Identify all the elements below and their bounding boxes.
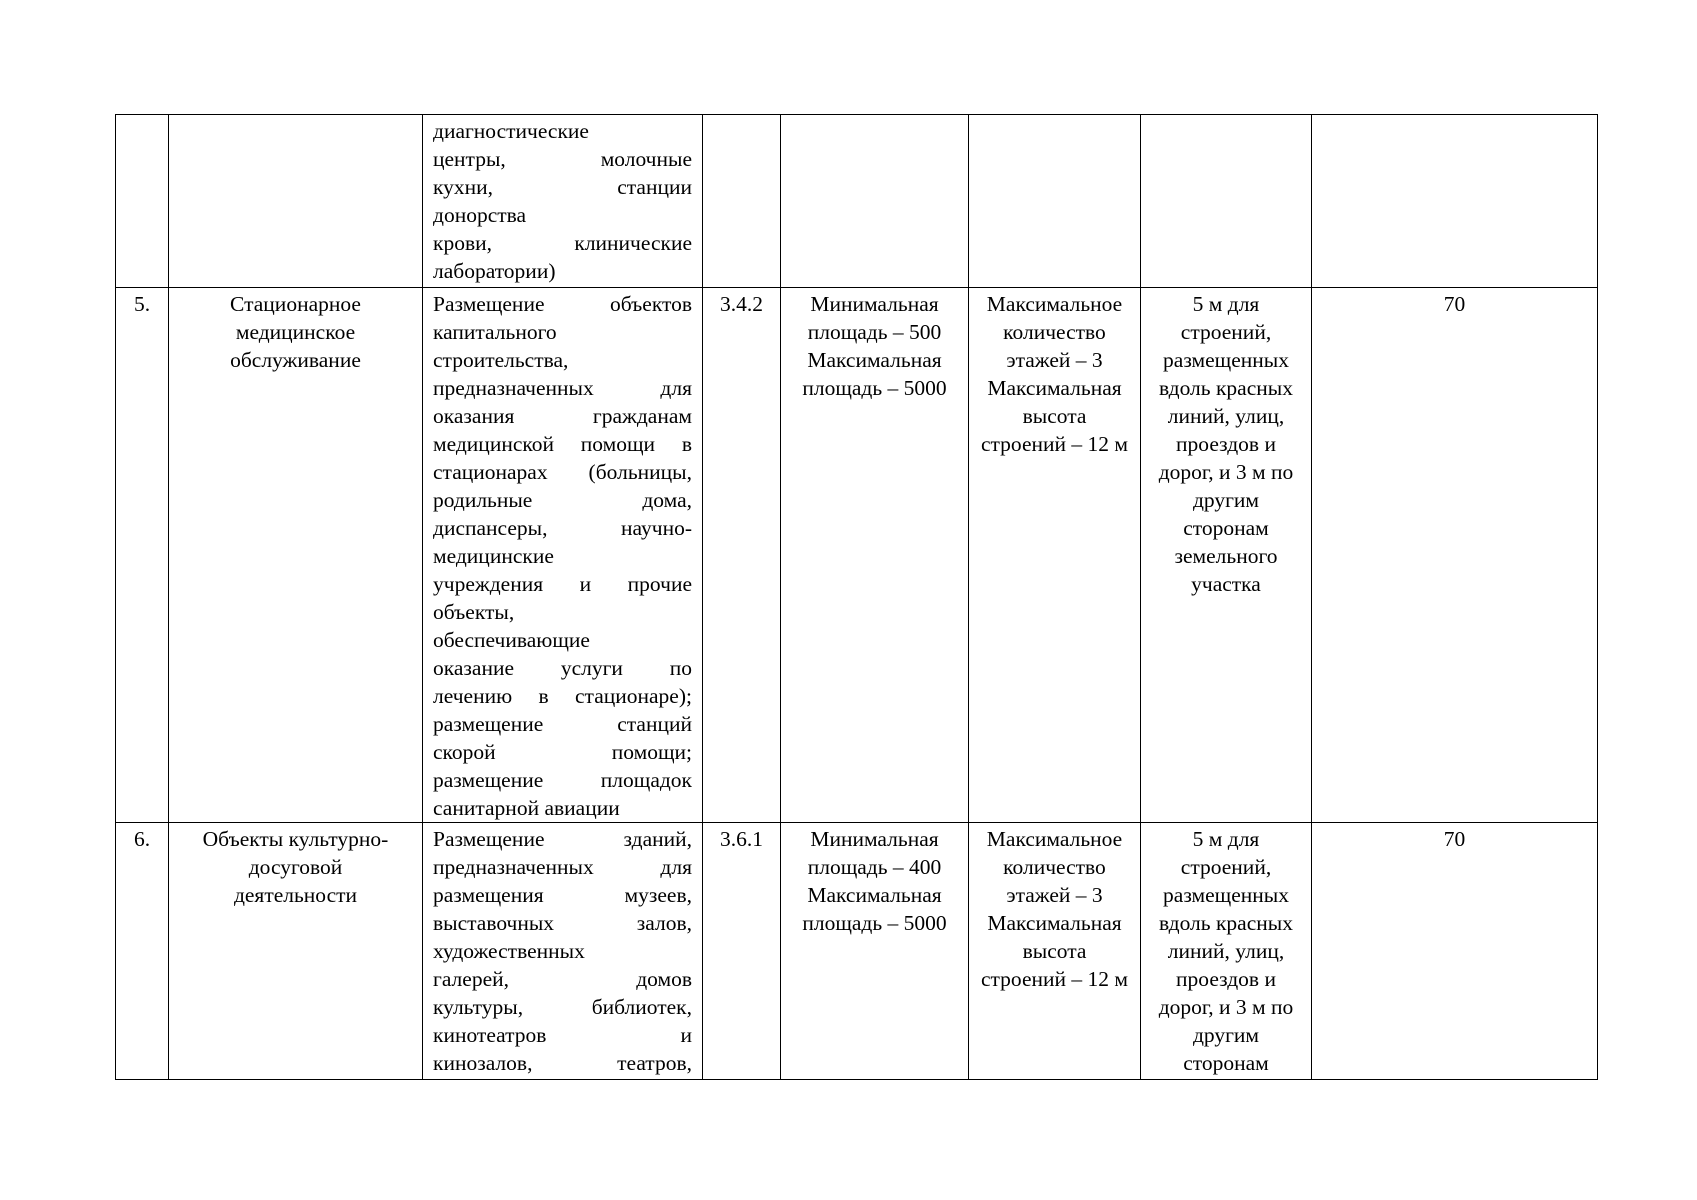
text-line: размещенных [1163,883,1289,907]
text-line: Минимальная [810,292,939,316]
text-line: Максимальная [807,883,942,907]
text-line: Максимальное [986,292,1123,316]
description-line: стационарах (больницы, [433,460,692,484]
text-line: строений, [1180,855,1272,879]
text-line: высота [1022,404,1087,428]
description-line: донорства [433,203,527,227]
description-line: оказания гражданам [433,404,692,428]
text-line: проездов и [1176,432,1276,456]
description-line: обеспечивающие [433,628,590,652]
description-line: родильные дома, [433,488,692,512]
text-line: строений – 12 м [980,967,1128,991]
text-line: сторонам [1183,1051,1269,1075]
text-line: площадь – 500 [807,320,942,344]
description-line: лечению в стационаре); [433,684,692,708]
text-line: Стационарное [230,292,361,316]
text-line: площадь – 5000 [802,911,947,935]
text-line: проездов и [1176,967,1276,991]
setback-cell [1141,288,1312,823]
text-line: деятельности [233,883,358,907]
description-line: учреждения и прочие [433,572,692,596]
text-line: высота [1022,939,1087,963]
table-row [116,288,1598,823]
description-line: капитального [433,320,557,344]
description-line: крови, клинические [433,231,692,255]
row-number-cell [116,115,169,288]
text-line: строений, [1180,320,1272,344]
description-line: галерей, домов [433,967,692,991]
text-line: Максимальная [987,376,1122,400]
text-line: вдоль красных [1159,376,1293,400]
description-line: размещение площадок [433,768,692,792]
text-line: досуговой [248,855,343,879]
text-line: медицинское [235,320,356,344]
description-line: объекты, [433,600,515,624]
text-line: Максимальная [987,911,1122,935]
text-line: Минимальная [810,827,939,851]
text-line: дорог, и 3 м по [1158,460,1294,484]
text-line: Объекты культурно- [202,827,389,851]
setback-cell [1141,115,1312,288]
description-line: кинотеатров и [433,1023,692,1047]
text-line: дорог, и 3 м по [1158,995,1294,1019]
zoning-regulations-table [115,114,1598,1080]
classifier-code-cell [703,115,781,288]
text-line: 5 м для [1192,292,1260,316]
text-line: этажей – 3 [1006,883,1103,907]
description-line: Размещение объектов [433,292,692,316]
text-line: площадь – 400 [807,855,942,879]
text-line: 5 м для [1192,827,1260,851]
description-line: диагностические [433,119,589,143]
description-line: Размещение зданий, [433,827,692,851]
text-line: Максимальная [807,348,942,372]
floors-height-limits-cell [969,115,1141,288]
text-line: размещенных [1163,348,1289,372]
description-line: медицинские [433,544,554,568]
classifier-code-cell: 3.6.1 [703,823,781,1080]
text-line: другим [1192,1023,1260,1047]
use-type-description-cell [423,823,703,1080]
description-line: культуры, библиотек, [433,995,692,1019]
table-row [116,115,1598,288]
description-line: скорой помощи; [433,740,692,764]
use-type-name-cell [169,288,423,823]
description-line: предназначенных для [433,855,692,879]
floors-height-limits-cell [969,288,1141,823]
use-type-name-cell [169,115,423,288]
setback-cell [1141,823,1312,1080]
text-line: вдоль красных [1159,911,1293,935]
max-coverage-percent-cell: 70 [1312,823,1598,1080]
text-line: площадь – 5000 [802,376,947,400]
text-line: земельного [1174,544,1278,568]
description-line: строительства, [433,348,569,372]
description-line: размещение станций [433,712,692,736]
max-coverage-percent-cell [1312,115,1598,288]
text-line: количество [1003,320,1106,344]
description-line: медицинской помощи в [433,432,692,456]
description-line: предназначенных для [433,376,692,400]
text-line: обслуживание [230,348,361,372]
text-line: количество [1003,855,1106,879]
classifier-code-cell: 3.4.2 [703,288,781,823]
text-line: участка [1191,572,1261,596]
text-line: другим [1192,488,1260,512]
text-line: линий, улиц, [1167,404,1285,428]
text-line: сторонам [1183,516,1269,540]
description-line: размещения музеев, [433,883,692,907]
description-line: лаборатории) [433,259,556,283]
use-type-description-cell [423,288,703,823]
description-line: художественных [433,939,585,963]
row-number-cell: 5. [116,288,169,823]
text-line: Максимальное [986,827,1123,851]
text-line: строений – 12 м [980,432,1128,456]
table-row [116,823,1598,1080]
description-line: кинозалов, театров, [433,1051,692,1075]
plot-area-limits-cell [781,115,969,288]
description-line: центры, молочные [433,147,692,171]
description-line: выставочных залов, [433,911,692,935]
description-line: кухни, станции [433,175,692,199]
description-line: оказание услуги по [433,656,692,680]
row-number-cell: 6. [116,823,169,1080]
text-line: линий, улиц, [1167,939,1285,963]
floors-height-limits-cell [969,823,1141,1080]
plot-area-limits-cell [781,288,969,823]
description-line: санитарной авиации [433,796,620,820]
text-line: этажей – 3 [1006,348,1103,372]
use-type-name-cell [169,823,423,1080]
max-coverage-percent-cell: 70 [1312,288,1598,823]
description-line: диспансеры, научно- [433,516,692,540]
plot-area-limits-cell [781,823,969,1080]
use-type-description-cell [423,115,703,288]
